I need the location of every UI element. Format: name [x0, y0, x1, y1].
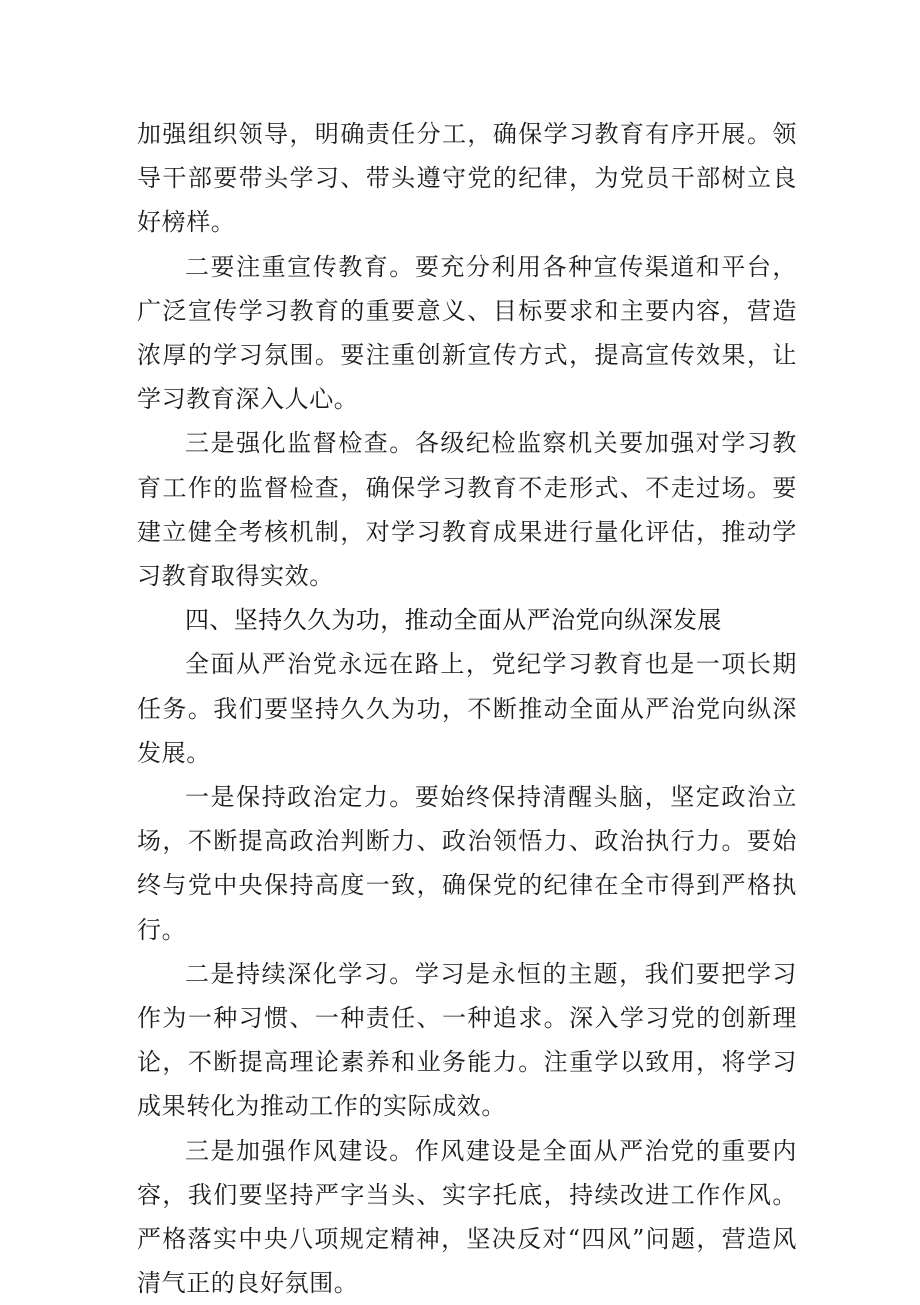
paragraph-leadership: 加强组织领导，明确责任分工，确保学习教育有序开展。领导干部要带头学习、带头遵守党的纪律，为党员干部树立良好榜样。	[137, 120, 797, 237]
paragraph-deepen-learning: 二是持续深化学习。学习是永恒的主题，我们要把学习作为一种习惯、一种责任、一种追求。深入学习党的创新理论，不断提高理论素养和业务能力。注重学以致用，将学习成果转化为推动工作的实际成效。	[137, 959, 797, 1121]
document-body	[137, 112, 797, 1305]
paragraph-supervision: 三是强化监督检查。各级纪检监察机关要加强对学习教育工作的监督检查，确保学习教育不走形式、不走过场。要建立健全考核机制，对学习教育成果进行量化评估，推动学习教育取得实效。	[137, 429, 797, 591]
section-heading-four: 四、坚持久久为功，推动全面从严治党向纵深发展	[185, 606, 722, 635]
paragraph-work-style: 三是加强作风建设。作风建设是全面从严治党的重要内容，我们要坚持严字当头、实字托底，持续改进工作作风。严格落实中央八项规定精神，坚决反对“四风”问题，营造风清气正的良好氛围。	[137, 1136, 797, 1298]
paragraph-long-term-task: 全面从严治党永远在路上，党纪学习教育也是一项长期任务。我们要坚持久久为功，不断推动全面从严治党向纵深发展。	[137, 650, 797, 767]
paragraph-publicity: 二要注重宣传教育。要充分利用各种宣传渠道和平台，广泛宣传学习教育的重要意义、目标要求和主要内容，营造浓厚的学习氛围。要注重创新宣传方式，提高宣传效果，让学习教育深入人心。	[137, 252, 797, 414]
paragraph-political-resolve: 一是保持政治定力。要始终保持清醒头脑，坚定政治立场，不断提高政治判断力、政治领悟力、政治执行力。要始终与党中央保持高度一致，确保党的纪律在全市得到严格执行。	[137, 783, 797, 944]
